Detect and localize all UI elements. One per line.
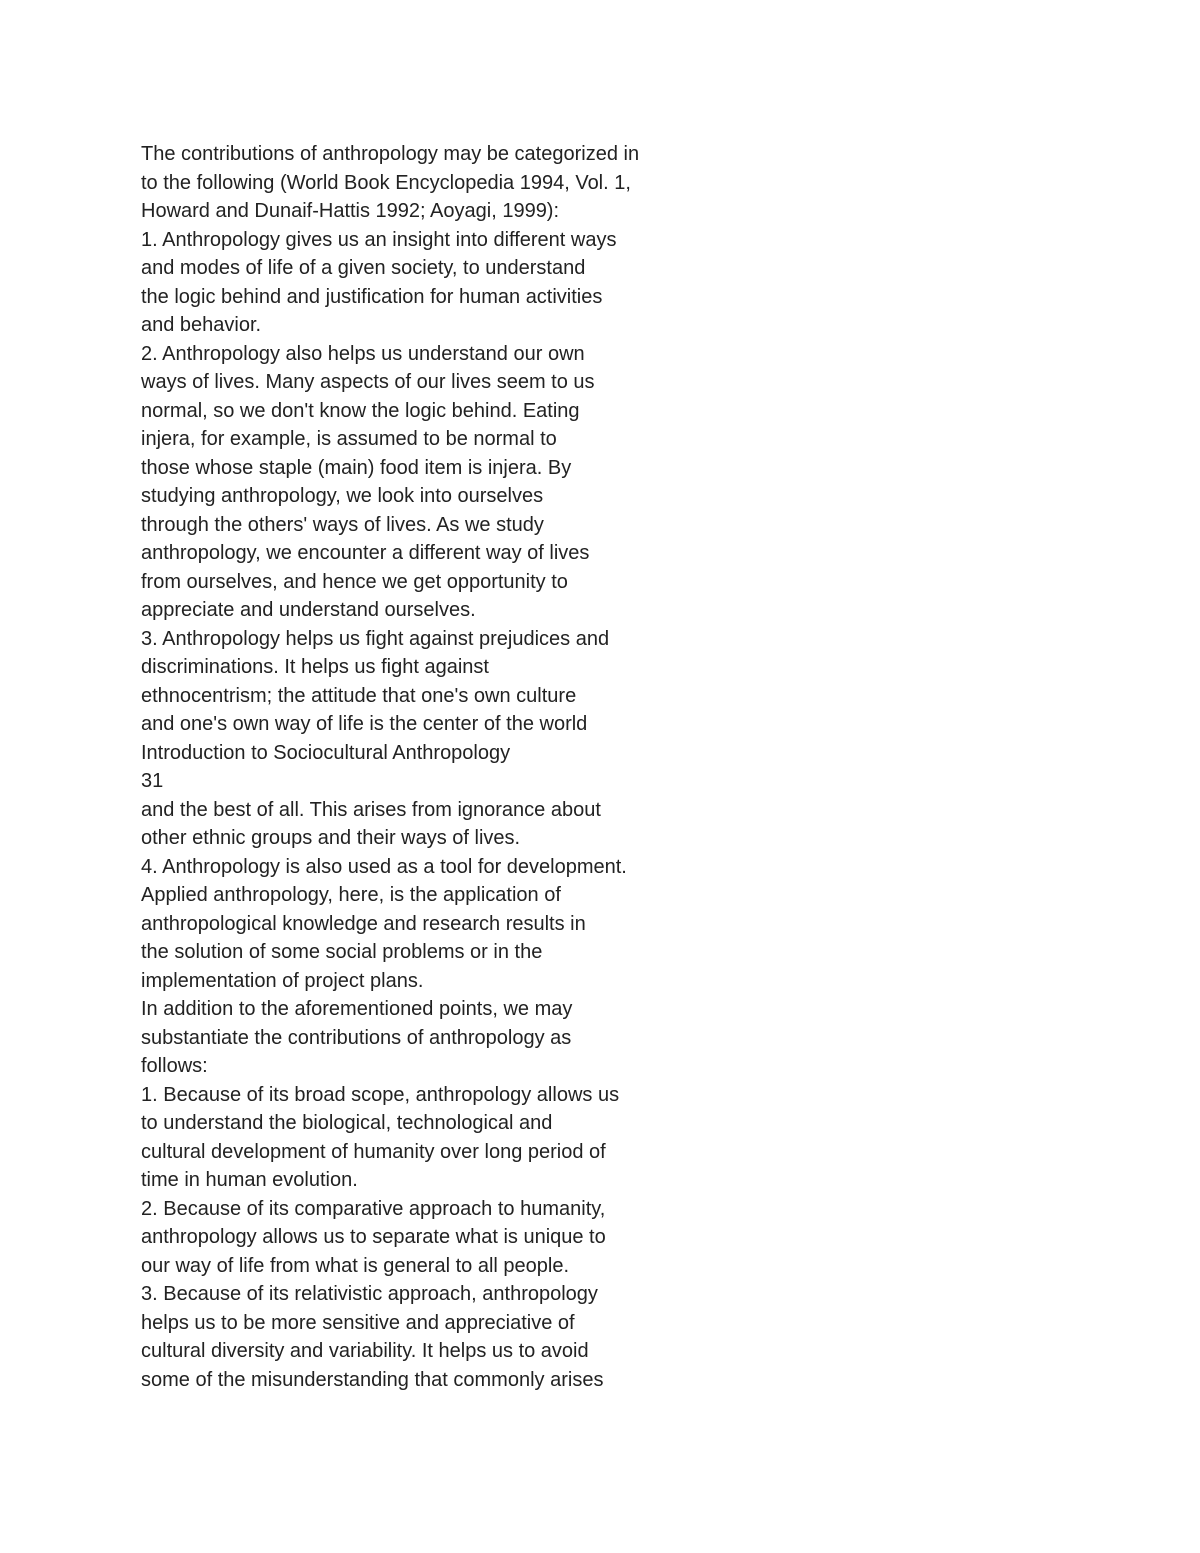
text-line: Howard and Dunaif-Hattis 1992; Aoyagi, 1999): (141, 200, 560, 222)
text-line: In addition to the aforementioned points, we may (141, 998, 573, 1020)
text-line: some of the misunderstanding that commonly arises (141, 1368, 604, 1391)
text-line: cultural diversity and variability. It helps us to avoid (141, 1340, 589, 1362)
text-line: injera, for example, is assumed to be normal to (141, 428, 557, 450)
text-line: The contributions of anthropology may be categorized in (141, 143, 640, 165)
text-line: implementation of project plans. (141, 969, 424, 992)
text-line: discriminations. It helps us fight against (141, 656, 489, 678)
text-line: 2. Because of its comparative approach to humanity, (141, 1197, 606, 1220)
text-line: follows: (141, 1055, 208, 1077)
text-line: our way of life from what is general to all people. (141, 1254, 569, 1277)
text-line: other ethnic groups and their ways of lives. (141, 827, 521, 849)
text-line: ways of lives. Many aspects of our lives seem to us (141, 371, 595, 393)
text-line: appreciate and understand ourselves. (141, 599, 476, 621)
text-line: time in human evolution. (141, 1169, 358, 1191)
text-line: to the following (World Book Encyclopedia 1994, Vol. 1, (141, 171, 631, 194)
text-line: ethnocentrism; the attitude that one's own culture (141, 684, 577, 707)
text-line: 1. Because of its broad scope, anthropology allows us (141, 1083, 620, 1106)
text-line: 2. Anthropology also helps us understand our own (141, 342, 585, 365)
text-line: 4. Anthropology is also used as a tool for development. (141, 855, 627, 878)
text-line: Applied anthropology, here, is the application of (141, 884, 561, 906)
text-line: helps us to be more sensitive and appreciative of (141, 1311, 575, 1334)
text-line: and one's own way of life is the center of the world (141, 713, 588, 735)
text-line: cultural development of humanity over long period of (141, 1140, 606, 1163)
running-header: Introduction to Sociocultural Anthropology (141, 741, 511, 764)
text-line: 3. Anthropology helps us fight against prejudices and (141, 627, 610, 650)
text-line: those whose staple (main) food item is injera. By (141, 456, 572, 479)
text-line: from ourselves, and hence we get opportunity to (141, 570, 568, 593)
page-number: 31 (141, 770, 164, 792)
text-line: the logic behind and justification for human activities (141, 285, 603, 308)
text-line: anthropology, we encounter a different way of lives (141, 542, 590, 564)
text-line: substantiate the contributions of anthropology as (141, 1026, 572, 1049)
text-line: through the others' ways of lives. As we study (141, 513, 544, 536)
body-text (141, 140, 761, 1394)
text-line: and the best of all. This arises from ignorance about (141, 798, 601, 821)
text-line: studying anthropology, we look into ourselves (141, 485, 544, 507)
text-line: to understand the biological, technological and (141, 1112, 553, 1134)
text-line: the solution of some social problems or in the (141, 941, 543, 963)
text-line: normal, so we don't know the logic behind. Eating (141, 399, 580, 422)
text-line: anthropological knowledge and research results in (141, 912, 586, 935)
text-line: 3. Because of its relativistic approach, anthropology (141, 1283, 598, 1305)
text-line: 1. Anthropology gives us an insight into different ways (141, 228, 617, 251)
text-line: anthropology allows us to separate what is unique to (141, 1226, 606, 1248)
text-line: and modes of life of a given society, to understand (141, 257, 586, 279)
text-line: and behavior. (141, 314, 262, 336)
